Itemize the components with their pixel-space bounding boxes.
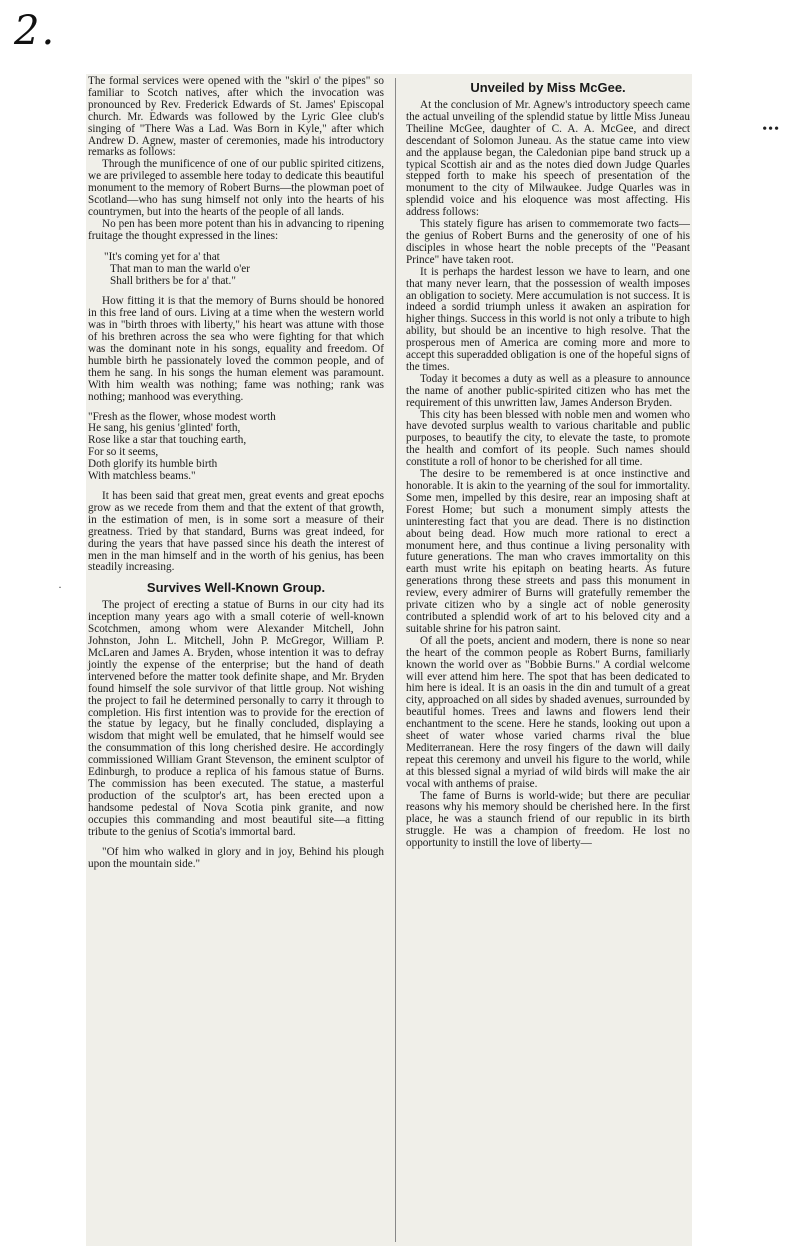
margin-mark: ••• xyxy=(762,122,780,137)
paragraph: No pen has been more potent than his in advancing to ripening fruitage the thought expressed in the lines: xyxy=(88,217,384,242)
verse-line: "It's coming yet for a' that xyxy=(104,250,220,263)
paragraph: The fame of Burns is world-wide; but there are peculiar reasons why his memory should be cherished here. In the first place, he was a staunch friend of our republic in its birth struggle. He was a champion of freedom. He lost no opportunity to instill the love of liberty— xyxy=(406,789,690,850)
closing-quote: "Of him who walked in glory and in joy, Behind his plough upon the mountain side." xyxy=(88,846,384,871)
verse-line: That man to man the warld o'er xyxy=(110,262,250,275)
paragraph: Through the munificence of one of our public spirited citizens, we are privileged to assemble here today to dedicate this beautiful monument to the memory of Robert Burns—the plowman poet of Scotland—who has sung himself not only into the hearts of his countrymen, but into the hearts of the people of all lands. xyxy=(88,158,384,218)
section-heading: Survives Well-Known Group. xyxy=(146,580,326,596)
verse-line: With matchless beams." xyxy=(88,470,196,483)
verse-quote xyxy=(88,412,384,483)
newspaper-clipping xyxy=(86,74,692,1246)
paragraph: Today it becomes a duty as well as a pleasure to announce the name of another public-spirited citizen who has met the requirement of this unwritten law, James Anderson Bryden. xyxy=(406,372,690,409)
left-column xyxy=(88,76,384,871)
verse-line: Doth glorify its humble birth xyxy=(88,458,218,471)
verse-line: For so it seems, xyxy=(88,446,159,459)
paragraph: It has been said that great men, great events and great epochs grow as we recede from them and that the extent of that growth, in the estimation of men, is in some sort a measure of their greatness. Tried by that standard, Burns was great indeed, for during the years that have passed since his death the interest of men in the man himself and in the worth of his genius, has been steadily increasing. xyxy=(88,490,384,574)
page-number: 2. xyxy=(14,8,57,54)
verse-line: Shall brithers be for a' that." xyxy=(110,274,236,287)
paragraph: It is perhaps the hardest lesson we have to learn, and one that many never learn, that the possession of wealth imposes an obligation to society. Mere accumulation is not success. It is indeed a sordid triumph unless it awaken an aspiration for higher things. Success in this world is not only a tribute to high ability, but should be an incentive to high resolve. That the prosperous men of America are coming more and more to accept this superadded obligation is one of the hopeful signs of the times. xyxy=(406,265,690,373)
paragraph: Of all the poets, ancient and modern, there is none so near the heart of the common people as Robert Burns, familiarly known the world over as "Bobbie Burns." A cordial welcome will ever attend him here. The spot that has been dedicated to him here is ideal. It is an oasis in the din and tumult of a great city, approached on all sides by shaded avenues, surrounded by beautiful homes. Trees and lawns and flowers lend their enchantment to the scene. Here he stands, looking out upon a sheet of water whose varied charms rival the blue Mediterranean. Here the rosy fingers of the dawn will daily repeat this ceremony and unveil his figure to the world, while at this blessed signal a myriad of wild birds will make the air vocal with anthems of praise. xyxy=(406,634,690,790)
paragraph: This stately figure has arisen to commemorate two facts—the genius of Robert Burns and the generosity of one of his disciples in whose heart the noble precepts of the "Peasant Prince" have taken root. xyxy=(406,218,690,266)
paragraph: At the conclusion of Mr. Agnew's introductory speech came the actual unveiling of the splendid statue by little Miss Juneau Theiline McGee, daughter of C. A. A. McGee, and direct descendant of Solomon Juneau. As the statue came into view and the applause began, the Caledonian pipe band struck up a typical Scottish air and as the notes died down Judge Quarles stepped forth to make his speech of presentation of the monument to the city of Milwaukee. Judge Quarles was in splendid voice and his eloquence was most affecting. His address follows: xyxy=(406,99,690,219)
section-heading: Unveiled by Miss McGee. xyxy=(470,80,626,95)
margin-dot: · xyxy=(58,580,62,594)
paragraph: The project of erecting a statue of Burns in our city had its inception many years ago with a small coterie of well-known Scotchmen, among whom were Alexander Mitchell, John Johnston, John L. Mitchell, John P. McGregor, William P. McLaren and James A. Bryden, whose intention it was to defray jointly the expense of the enterprise; but the hand of death intervened before the matter took definite shape, and Mr. Bryden found himself the sole survivor of that little group. Not wishing the project to fail he determined personally to carry it through to completion. His first intention was to provide for the erection of the statue by legacy, but he finally concluded, displaying a wisdom that might well be emulated, that he himself would see the consummation of this long cherished desire. He accordingly commissioned William Grant Stevenson, the eminent sculptor of Edinburgh, to produce a replica of his famous statue of Burns. The commission has been executed. The statue, a masterful production of the sculptor's art, has been erected upon a handsome pedestal of Nova Scotia pink granite, and now occupies this commanding and most beautiful site—a fitting tribute to the genius of Scotia's immortal bard. xyxy=(88,599,384,838)
column-rule xyxy=(395,78,396,1242)
verse-quote xyxy=(104,252,384,288)
verse-line: "Fresh as the flower, whose modest worth xyxy=(88,410,276,423)
paragraph: How fitting it is that the memory of Burns should be honored in this free land of ours. Living at a time when the western world was in "birth throes with liberty," his heart was attune with those of his brethren across the sea who were fighting for that which was the dominant note in his songs, equality and freedom. Of humble birth he passionately loved the common people, and of them he sang. In his songs the human element was paramount. With him wealth was nothing; fame was nothing; rank was nothing; manhood was everything. xyxy=(88,295,384,403)
right-column xyxy=(406,76,690,850)
paragraph: The formal services were opened with the "skirl o' the pipes" so familiar to Scotch natives, after which the invocation was pronounced by Rev. Frederick Edwards of St. James' Episcopal church. Mr. Edwards was followed by the Lyric Glee club's singing of "There Was a Lad. Was Born in Kyle," after which Andrew D. Agnew, master of ceremonies, made his introductory remarks as follows: xyxy=(88,75,384,159)
verse-line: He sang, his genius 'glinted' forth, xyxy=(88,422,241,435)
verse-line: Rose like a star that touching earth, xyxy=(88,434,247,447)
paragraph: This city has been blessed with noble men and women who have devoted surplus wealth to various charitable and public purposes, to beautify the city, to elevate the taste, to promote the health and comfort of its people. Such names should constitute a roll of honor to be cherished for all time. xyxy=(406,408,690,469)
paragraph: The desire to be remembered is at once instinctive and honorable. It is akin to the yearning of the soul for immortality. Some men, impelled by this desire, rear an imposing shaft at Forest Home; but such a monument simply attests the uninteresting fact that you are dead. There is no distinction about being dead. How much more rational to erect a monument here, and thus continue a living personality with future generations. The man who craves immortality on this earth must write his epitaph on beating hearts. As future generations throng these streets and pass this monument in review, every admirer of Burns will gratefully remember the private citizen who by a single act of noble generosity contributed a splendid work of art to his beloved city and a suitable shrine for his patron saint. xyxy=(406,468,690,635)
